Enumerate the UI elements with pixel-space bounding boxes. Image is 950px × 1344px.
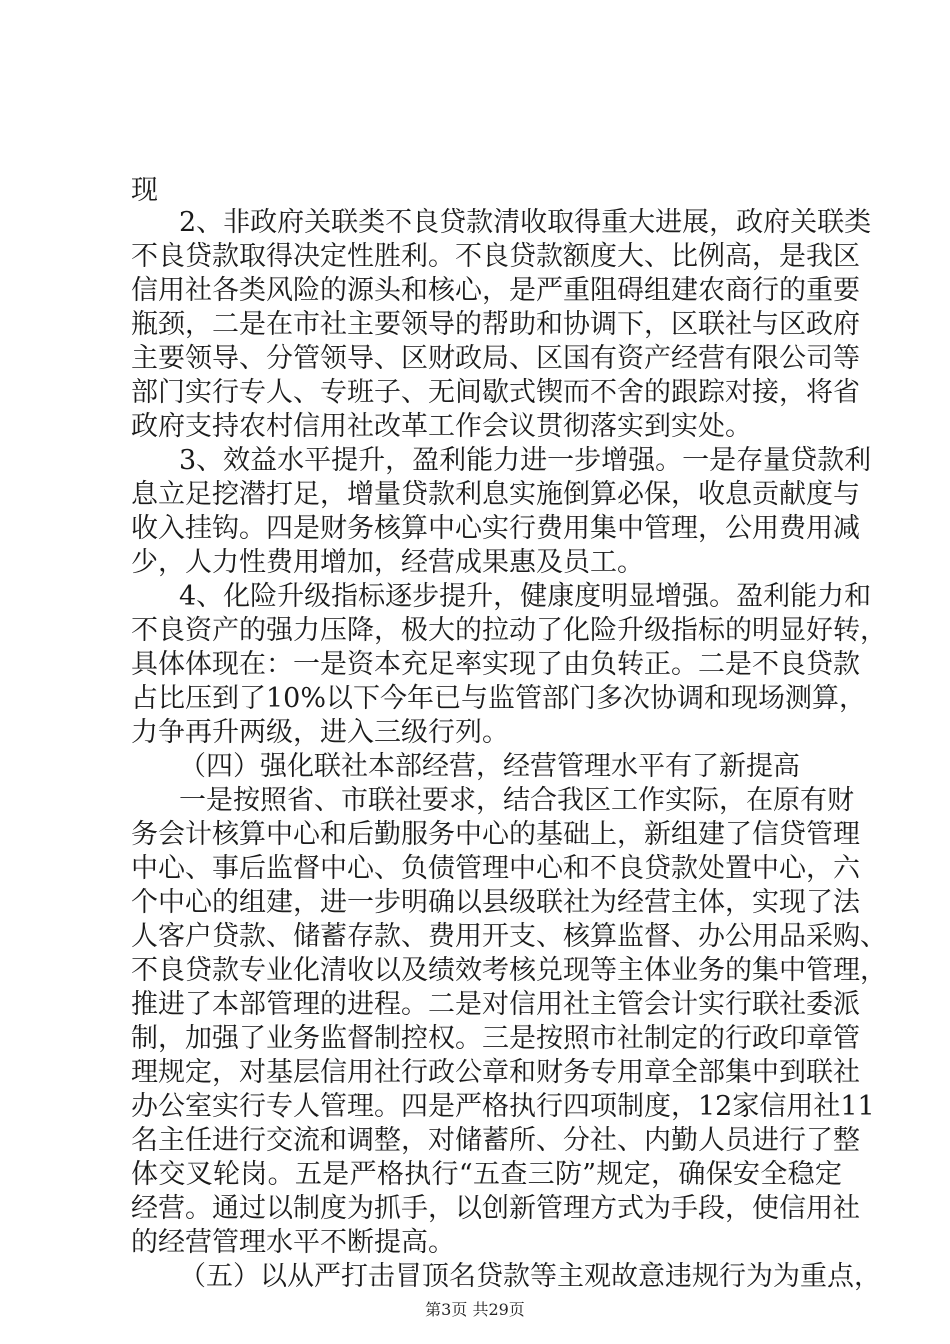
section-heading: （四）强化联社本部经营，经营管理水平有了新提高 (179, 751, 800, 782)
text-line: 不良贷款专业化清收以及绩效考核兑现等主体业务的集中管理， (131, 955, 887, 986)
text-line: 人客户贷款、储蓄存款、费用开支、核算监督、办公用品采购、 (131, 921, 887, 952)
text-line: 一是按照省、市联社要求，结合我区工作实际，在原有财 (179, 785, 854, 816)
text-line: 制，加强了业务监督制控权。三是按照市社制定的行政印章管 (131, 1023, 860, 1054)
text-line: 力争再升两级，进入三级行列。 (131, 717, 509, 748)
text-line: 主要领导、分管领导、区财政局、区国有资产经营有限公司等 (131, 343, 860, 374)
text-line: 经营。通过以制度为抓手，以创新管理方式为手段，使信用社 (131, 1193, 860, 1224)
text-line: 4、化险升级指标逐步提升，健康度明显增强。盈利能力和 (179, 581, 872, 612)
text-line: 体交叉轮岗。五是严格执行“五查三防”规定，确保安全稳定 (131, 1159, 842, 1190)
text-line: 具体体现在：一是资本充足率实现了由负转正。二是不良贷款 (131, 649, 860, 680)
text-line: 信用社各类风险的源头和核心，是严重阻碍组建农商行的重要 (131, 275, 860, 306)
text-line: 政府支持农村信用社改革工作会议贯彻落实到实处。 (131, 411, 752, 442)
text-line: 务会计核算中心和后勤服务中心的基础上，新组建了信贷管理 (131, 819, 860, 850)
text-line: 不良资产的强力压降，极大的拉动了化险升级指标的明显好转， (131, 615, 887, 646)
text-line: 理规定，对基层信用社行政公章和财务专用章全部集中到联社 (131, 1057, 860, 1088)
text-line: 名主任进行交流和调整，对储蓄所、分社、内勤人员进行了整 (131, 1125, 860, 1156)
text-line: 推进了本部管理的进程。二是对信用社主管会计实行联社委派 (131, 989, 860, 1020)
text-line: 瓶颈，二是在市社主要领导的帮助和协调下，区联社与区政府 (131, 309, 860, 340)
text-line: 现 (131, 175, 158, 206)
text-line: 占比压到了10%以下今年已与监管部门多次协调和现场测算， (131, 683, 867, 714)
text-line: 的经营管理水平不断提高。 (131, 1227, 455, 1258)
text-line: 办公室实行专人管理。四是严格执行四项制度，12家信用社11 (131, 1091, 875, 1122)
text-line: 中心、事后监督中心、负债管理中心和不良贷款处置中心，六 (131, 853, 860, 884)
text-line: 个中心的组建，进一步明确以县级联社为经营主体，实现了法 (131, 887, 860, 918)
text-line: 息立足挖潜打足，增量贷款利息实施倒算必保，收息贡献度与 (131, 479, 860, 510)
text-line: 收入挂钩。四是财务核算中心实行费用集中管理，公用费用减 (131, 513, 860, 544)
text-line: 3、效益水平提升，盈利能力进一步增强。一是存量贷款利 (179, 445, 872, 476)
page-footer: 第3页 共29页 (425, 1300, 525, 1319)
text-line: （五）以从严打击冒顶名贷款等主观故意违规行为为重点， (179, 1261, 881, 1292)
text-line: 不良贷款取得决定性胜利。不良贷款额度大、比例高，是我区 (131, 241, 860, 272)
text-line: 2、非政府关联类不良贷款清收取得重大进展，政府关联类 (179, 207, 872, 238)
text-line: 部门实行专人、专班子、无间歇式锲而不舍的跟踪对接，将省 (131, 377, 860, 408)
text-line: 少，人力性费用增加，经营成果惠及员工。 (131, 547, 644, 578)
